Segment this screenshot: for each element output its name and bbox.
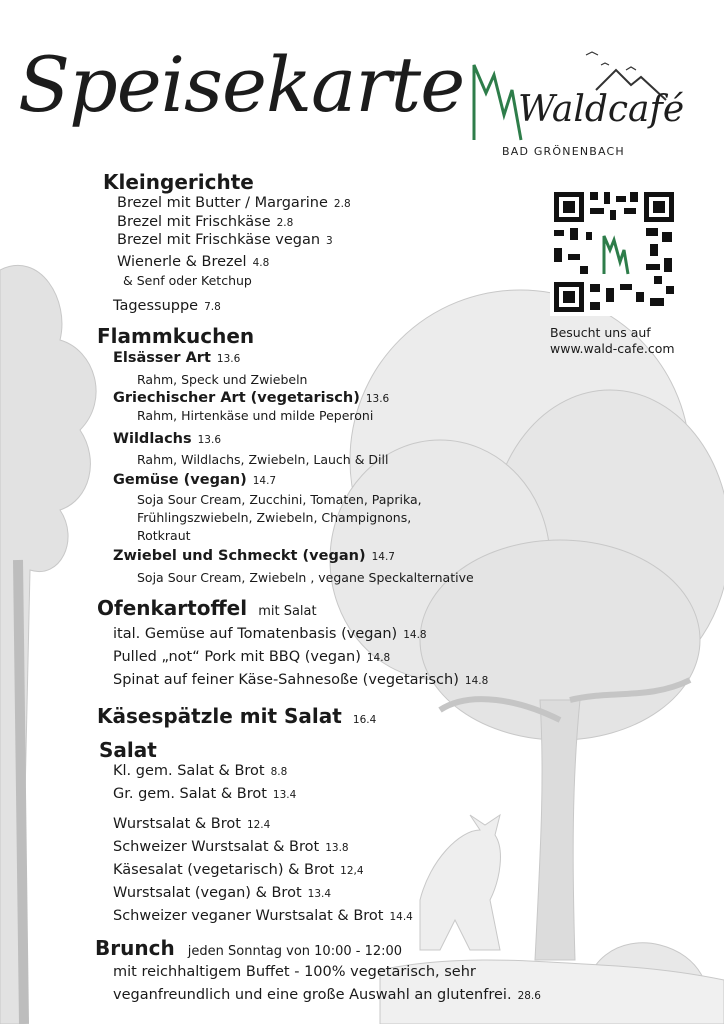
brunch-description-line1: mit reichhaltigem Buffet - 100% vegetarisch, sehr [113,964,476,980]
section-subheading: jeden Sonntag von 10:00 - 12:00 [187,944,403,959]
menu-item-description: Frühlingszwiebeln, Zwiebeln, Champignons, [137,510,412,525]
menu-item: Gemüse (vegan) 14.7 [113,472,277,488]
price: 14.8 [403,629,427,641]
price: 13.6 [216,353,241,365]
menu-item: Gr. gem. Salat & Brot 13.4 [113,786,297,802]
section-heading-kaesespaetzle: Käsespätzle mit Salat [97,704,342,728]
menu-item: Pulled „not“ Pork mit BBQ (vegan) 14.8 [113,649,391,665]
price: 4.8 [252,257,270,269]
section-kaesespaetzle [97,704,376,728]
price: 13.6 [197,434,222,446]
menu-item: Zwiebel und Schmeckt (vegan) 14.7 [113,548,395,564]
page-title: Speisekarte [18,40,465,129]
menu-item: Griechischer Art (vegetarisch) 13.6 [113,390,390,406]
menu-item-description: Soja Sour Cream, Zucchini, Tomaten, Paprika, [137,492,422,507]
section-heading-salat: Salat [99,738,157,762]
price: 14.7 [371,551,395,563]
price: 28.6 [517,990,541,1002]
menu-item: Tagessuppe 7.8 [113,298,221,314]
menu-item-description: Rahm, Speck und Zwiebeln [137,372,308,387]
qr-caption-website[interactable]: www.wald-cafe.com [550,341,675,356]
qr-caption-line1: Besucht uns auf [550,325,651,340]
menu-item: Wurstsalat (vegan) & Brot 13.4 [113,885,332,901]
price: 16.4 [352,714,377,726]
price: 13.4 [307,888,332,900]
menu-item: Wurstsalat & Brot 12.4 [113,816,271,832]
menu-item: Kl. gem. Salat & Brot 8.8 [113,763,288,779]
section-heading-flammkuchen: Flammkuchen [97,324,255,348]
price: 14.4 [389,911,413,923]
menu-item: Schweizer Wurstsalat & Brot 13.8 [113,839,349,855]
price: 8.8 [270,766,288,778]
price: 14.7 [252,475,277,487]
menu-item: Schweizer veganer Wurstsalat & Brot 14.4 [113,908,413,924]
qr-code-icon [550,188,678,316]
logo-name: Waldcafé [518,89,685,130]
menu-item: Spinat auf feiner Käse-Sahnesoße (vegetarisch) 14.8 [113,672,489,688]
menu-item: Elsässer Art 13.6 [113,350,241,366]
menu-item-description: Soja Sour Cream, Zwiebeln , vegane Speckalternative [137,570,474,585]
price: 12.4 [246,819,271,831]
brunch-description-line2: veganfreundlich und eine große Auswahl an glutenfrei. 28.6 [113,987,541,1003]
menu-item: Brezel mit Frischkäse 2.8 [117,214,294,230]
menu-item-description: Rahm, Hirtenkäse und milde Peperoni [137,408,374,423]
section-subheading: mit Salat [258,604,317,619]
section-heading-brunch: Brunch [95,936,175,960]
menu-item-description: Rahm, Wildlachs, Zwiebeln, Lauch & Dill [137,452,389,467]
price: 14.8 [366,652,391,664]
menu-item: Brezel mit Frischkäse vegan 3 [117,232,333,248]
price: 3 [326,235,333,247]
section-brunch [95,936,402,960]
price: 2.8 [333,198,351,210]
qr-code[interactable] [550,188,678,316]
cafe-logo [466,45,685,165]
section-ofenkartoffel [97,596,317,620]
price: 2.8 [276,217,294,229]
menu-item: Wienerle & Brezel 4.8 [117,254,270,270]
price: 13.4 [272,789,297,801]
price: 13.8 [325,842,349,854]
price: 13.6 [365,393,390,405]
section-heading-ofenkartoffel: Ofenkartoffel [97,596,248,620]
menu-item: Wildlachs 13.6 [113,431,222,447]
menu-item: ital. Gemüse auf Tomatenbasis (vegan) 14.8 [113,626,427,642]
price: 12,4 [340,865,364,877]
menu-item: Brezel mit Butter / Margarine 2.8 [117,195,351,211]
section-heading-kleingerichte: Kleingerichte [103,170,254,194]
price: 14.8 [464,675,489,687]
menu-item: Käsesalat (vegetarisch) & Brot 12,4 [113,862,364,878]
menu-item-description: Rotkraut [137,528,191,543]
price: 7.8 [204,301,221,313]
logo-location: BAD GRÖNENBACH [502,145,625,158]
menu-item-note: & Senf oder Ketchup [123,273,252,288]
